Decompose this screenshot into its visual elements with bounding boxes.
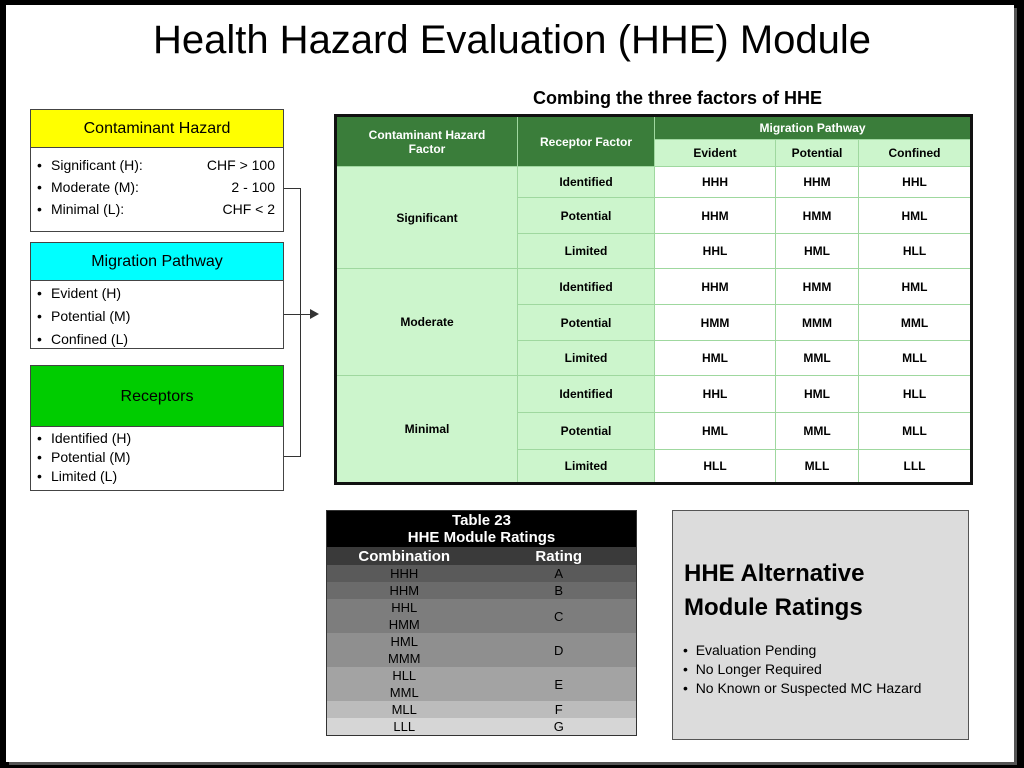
matrix-cell: MLL: [776, 450, 859, 484]
list-item: [37, 198, 275, 220]
alternative-title-line: HHE Alternative: [684, 560, 865, 587]
combination-value: HLL: [392, 668, 417, 683]
matrix-cell: HLL: [655, 450, 776, 484]
receptor-cell: Potential: [518, 198, 655, 234]
contaminant-value: CHF > 100: [206, 157, 275, 173]
group-significant: Significant: [336, 167, 518, 269]
bullet: •: [37, 308, 42, 324]
table-23-column-headers: [327, 547, 636, 565]
matrix-cell: MML: [859, 305, 972, 341]
matrix-cell: HHL: [655, 234, 776, 269]
table-row: [327, 599, 636, 633]
receptor-cell: Identified: [518, 376, 655, 413]
header-contaminant-factor: Contaminant Hazard Factor: [336, 116, 518, 167]
group-moderate: Moderate: [336, 269, 518, 376]
arrow-right-icon: [310, 309, 319, 319]
table-23-title: Table 23: [452, 512, 511, 529]
receptors-list: [37, 429, 275, 486]
matrix-cell: HML: [655, 341, 776, 376]
receptor-item-label: Potential (M): [51, 449, 131, 465]
bullet: •: [37, 285, 42, 301]
rating-cell: G: [553, 719, 564, 734]
header-evident: Evident: [655, 140, 776, 167]
bullet: •: [683, 642, 688, 658]
combination-cell: [327, 599, 482, 633]
migration-item-label: Confined (L): [51, 331, 129, 347]
combination-value: HML: [390, 634, 418, 649]
bullet: •: [37, 201, 42, 217]
table-23-header: [327, 511, 636, 547]
table-23: [326, 510, 637, 736]
combination-cell: [327, 565, 482, 582]
rating-cell: D: [554, 642, 564, 658]
matrix-cell: MML: [776, 413, 859, 450]
matrix-cell: HLL: [859, 234, 972, 269]
bullet: •: [37, 157, 42, 173]
bullet: •: [683, 661, 688, 677]
list-item: [37, 448, 275, 467]
group-minimal: Minimal: [336, 376, 518, 484]
matrix-cell: HMM: [776, 198, 859, 234]
receptor-cell: Limited: [518, 234, 655, 269]
migration-item-label: Evident (H): [51, 285, 122, 301]
combination-value: MMM: [388, 651, 421, 666]
table-row: [327, 718, 636, 735]
list-item: [37, 305, 275, 328]
combination-cell: [327, 582, 482, 599]
list-item: [37, 429, 275, 448]
matrix-cell: MMM: [776, 305, 859, 341]
contaminant-hazard-list: [37, 154, 275, 220]
matrix-cell: HHL: [655, 376, 776, 413]
header-potential: Potential: [776, 140, 859, 167]
rating-cell: E: [554, 676, 564, 692]
bullet: •: [37, 179, 42, 195]
receptors-box: [30, 365, 284, 491]
receptor-item-label: Limited (L): [51, 468, 118, 484]
matrix-cell: HMM: [655, 305, 776, 341]
combination-value: HMM: [388, 617, 420, 632]
connector-bottom: [284, 456, 301, 457]
table-row: [327, 701, 636, 718]
receptors-header: Receptors: [31, 366, 283, 427]
matrix-cell: HML: [859, 198, 972, 234]
migration-item-label: Potential (M): [51, 308, 131, 324]
matrix-cell: HHL: [859, 167, 972, 198]
list-item: [37, 282, 275, 305]
receptor-cell: Potential: [518, 305, 655, 341]
matrix-cell: HHM: [655, 269, 776, 305]
migration-pathway-header: Migration Pathway: [31, 243, 283, 281]
combination-value: HHL: [391, 600, 418, 615]
table-row: [327, 582, 636, 599]
receptor-cell: Limited: [518, 341, 655, 376]
combination-matrix: [334, 114, 973, 485]
list-item: [37, 328, 275, 351]
rating-cell: C: [554, 608, 564, 624]
contaminant-hazard-header: Contaminant Hazard: [31, 110, 283, 148]
header-migration-pathway: Migration Pathway: [655, 116, 972, 140]
contaminant-hazard-box: [30, 109, 284, 232]
receptor-cell: Identified: [518, 269, 655, 305]
combination-value: HHH: [390, 566, 419, 581]
alternative-title-line: Module Ratings: [684, 594, 863, 621]
alternative-item: No Known or Suspected MC Hazard: [695, 680, 922, 696]
list-item: [37, 154, 275, 176]
table-row: [336, 376, 972, 413]
page-title: Health Hazard Evaluation (HHE) Module: [152, 18, 872, 62]
rating-cell: F: [554, 702, 563, 717]
matrix-cell: MLL: [859, 341, 972, 376]
connector-vertical: [300, 188, 301, 457]
matrix-title: Combing the three factors of HHE: [533, 88, 823, 108]
list-item: [683, 660, 921, 679]
header-receptor-factor: Receptor Factor: [518, 116, 655, 167]
contaminant-label: Significant (H):: [51, 157, 143, 173]
bullet: •: [37, 449, 42, 465]
matrix-cell: HMM: [776, 269, 859, 305]
alternative-item: Evaluation Pending: [695, 642, 817, 658]
bullet: •: [37, 430, 42, 446]
matrix-cell: HHH: [655, 167, 776, 198]
alternative-ratings-box: [672, 510, 969, 740]
connector-middle: [284, 314, 311, 315]
table-row: [336, 167, 972, 198]
bullet: •: [37, 468, 42, 484]
combination-value: LLL: [393, 719, 416, 734]
bullet: •: [37, 331, 42, 347]
combination-cell: [327, 701, 482, 718]
combination-value: HHM: [389, 583, 420, 598]
contaminant-value: 2 - 100: [231, 179, 275, 195]
header-confined: Confined: [859, 140, 972, 167]
table-row: [327, 633, 636, 667]
matrix-cell: HML: [859, 269, 972, 305]
matrix-cell: HML: [655, 413, 776, 450]
list-item: [683, 641, 921, 660]
combination-value: MLL: [391, 702, 417, 717]
receptor-cell: Identified: [518, 167, 655, 198]
migration-pathway-box: [30, 242, 284, 349]
column-combination: Combination: [358, 547, 451, 565]
rating-cell: B: [554, 583, 564, 598]
contaminant-label: Moderate (M):: [51, 179, 139, 195]
rating-cell: A: [554, 566, 564, 581]
connector-top: [284, 188, 301, 189]
matrix-cell: HML: [776, 376, 859, 413]
list-item: [37, 176, 275, 198]
list-item: [683, 679, 921, 698]
combination-cell: [327, 633, 482, 667]
contaminant-value: CHF < 2: [222, 201, 275, 217]
matrix-cell: MML: [776, 341, 859, 376]
alternative-ratings-title: [684, 557, 865, 625]
combination-cell: [327, 667, 482, 701]
matrix-cell: HHM: [655, 198, 776, 234]
migration-pathway-list: [37, 282, 275, 351]
matrix-cell: HHM: [776, 167, 859, 198]
receptor-item-label: Identified (H): [51, 430, 132, 446]
bullet: •: [683, 680, 688, 696]
receptor-cell: Potential: [518, 413, 655, 450]
table-row: [336, 269, 972, 305]
list-item: [37, 467, 275, 486]
receptor-cell: Limited: [518, 450, 655, 484]
combination-cell: [327, 718, 482, 735]
table-row: [327, 667, 636, 701]
contaminant-label: Minimal (L):: [51, 201, 125, 217]
matrix-cell: HML: [776, 234, 859, 269]
matrix-cell: MLL: [859, 413, 972, 450]
table-row: [327, 565, 636, 582]
matrix-cell: LLL: [859, 450, 972, 484]
combination-value: MML: [389, 685, 419, 700]
alternative-ratings-list: [683, 641, 921, 698]
table-23-subtitle: HHE Module Ratings: [407, 529, 556, 546]
matrix-cell: HLL: [859, 376, 972, 413]
alternative-item: No Longer Required: [695, 661, 822, 677]
column-rating: Rating: [535, 547, 583, 565]
